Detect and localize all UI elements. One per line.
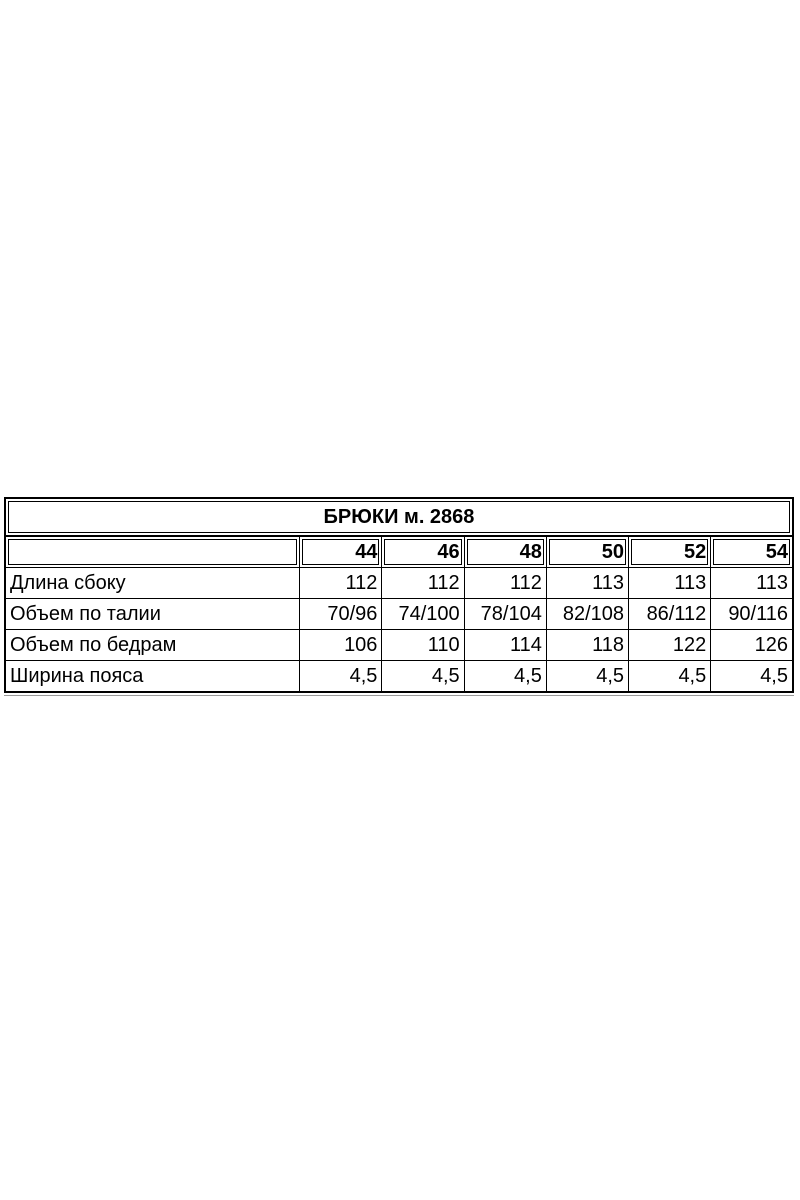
cell-value: 70/96 xyxy=(300,599,382,630)
cell-value: 4,5 xyxy=(382,661,464,693)
cell-value: 113 xyxy=(546,568,628,599)
size-header-52: 52 xyxy=(629,536,711,568)
cell-value: 78/104 xyxy=(464,599,546,630)
size-header-46: 46 xyxy=(382,536,464,568)
cell-value: 112 xyxy=(464,568,546,599)
cell-value: 118 xyxy=(546,630,628,661)
cell-value: 4,5 xyxy=(711,661,793,693)
cell-value: 82/108 xyxy=(546,599,628,630)
cell-value: 4,5 xyxy=(629,661,711,693)
cell-value: 114 xyxy=(464,630,546,661)
row-label: Объем по бедрам xyxy=(5,630,300,661)
cell-value: 113 xyxy=(711,568,793,599)
size-header-48: 48 xyxy=(464,536,546,568)
size-header-44: 44 xyxy=(300,536,382,568)
size-chart-table xyxy=(4,497,794,693)
cell-value: 110 xyxy=(382,630,464,661)
cell-value: 86/112 xyxy=(629,599,711,630)
row-label: Объем по талии xyxy=(5,599,300,630)
cell-value: 112 xyxy=(382,568,464,599)
size-header-50: 50 xyxy=(546,536,628,568)
header-label-empty xyxy=(5,536,300,568)
row-label: Ширина пояса xyxy=(5,661,300,693)
cell-value: 126 xyxy=(711,630,793,661)
table-row xyxy=(5,599,793,630)
cell-value: 113 xyxy=(629,568,711,599)
title-row xyxy=(5,498,793,536)
cell-value: 4,5 xyxy=(546,661,628,693)
size-header-54: 54 xyxy=(711,536,793,568)
cell-value: 122 xyxy=(629,630,711,661)
cell-value: 4,5 xyxy=(300,661,382,693)
cell-value: 90/116 xyxy=(711,599,793,630)
table-row xyxy=(5,630,793,661)
size-header-row xyxy=(5,536,793,568)
cell-value: 106 xyxy=(300,630,382,661)
cell-value: 112 xyxy=(300,568,382,599)
table-row xyxy=(5,568,793,599)
table-title: БРЮКИ м. 2868 xyxy=(5,498,793,536)
table-row xyxy=(5,661,793,693)
cell-value: 74/100 xyxy=(382,599,464,630)
cell-value: 4,5 xyxy=(464,661,546,693)
row-label: Длина сбоку xyxy=(5,568,300,599)
bottom-divider xyxy=(4,695,794,696)
